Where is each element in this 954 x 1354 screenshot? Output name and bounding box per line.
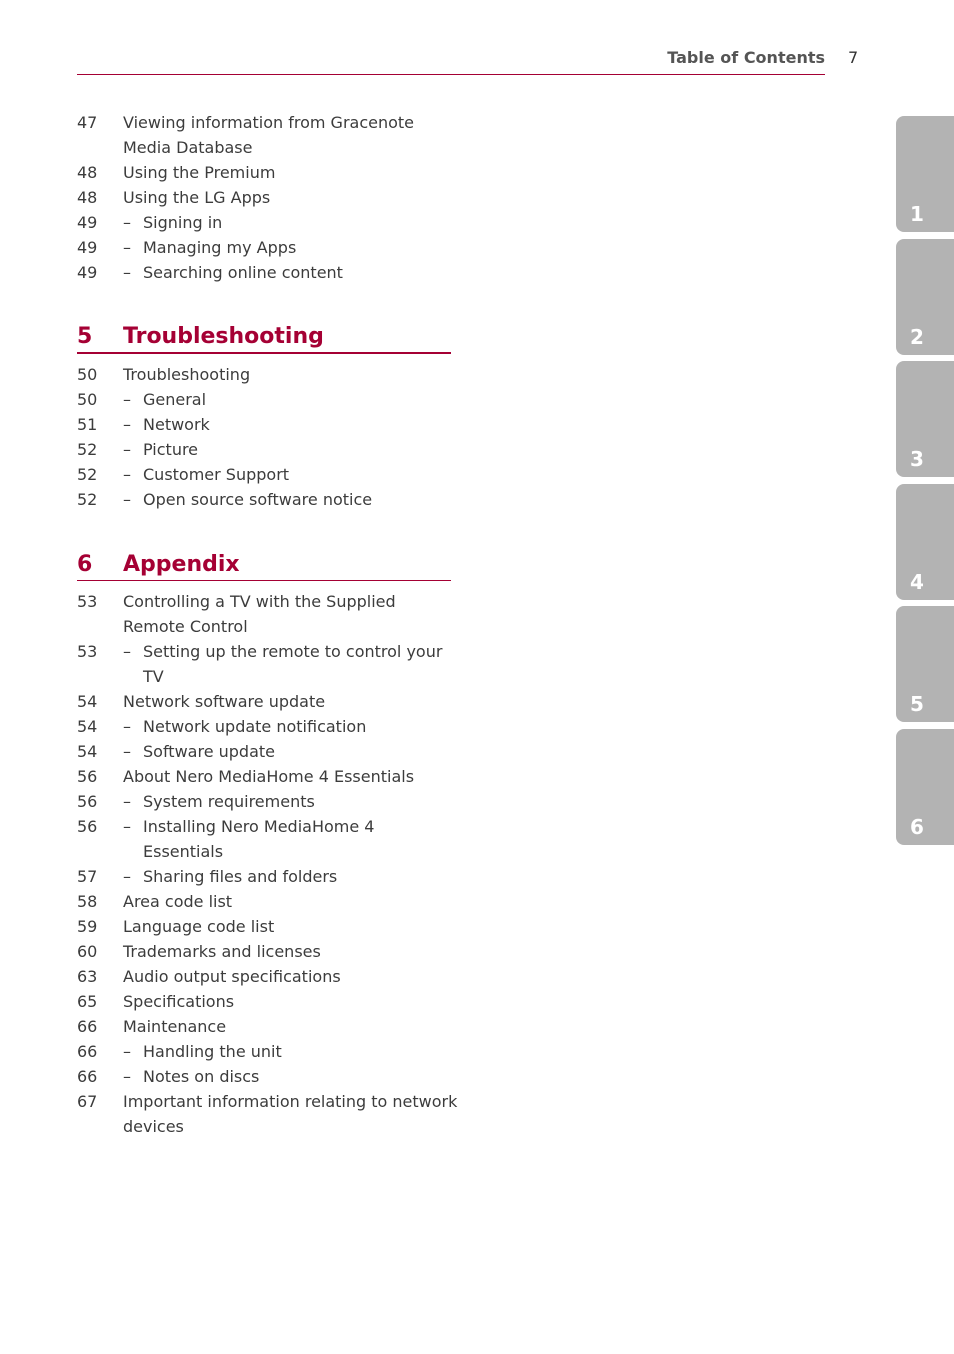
chapter-tab-label: 4 — [910, 570, 924, 594]
toc-entry-title: – General — [123, 387, 206, 412]
toc-entry-title: Maintenance — [123, 1017, 227, 1036]
chapter-tab-2[interactable] — [896, 239, 954, 355]
toc-page-number: 57 — [77, 867, 98, 886]
toc-entry[interactable] — [77, 210, 457, 235]
toc-entry[interactable] — [77, 764, 457, 789]
toc-entry-title: – Notes on discs — [123, 1064, 259, 1089]
chapter-tab-3[interactable] — [896, 361, 954, 477]
toc-entry[interactable] — [77, 614, 457, 639]
toc-entry-title: – Network update notification — [123, 714, 366, 739]
chapter-tab-label: 6 — [910, 815, 924, 839]
toc-page-number: 63 — [77, 967, 98, 986]
toc-entry[interactable] — [77, 989, 457, 1014]
toc-entry-title: Troubleshooting — [123, 365, 251, 384]
toc-page-number: 52 — [77, 440, 98, 459]
toc-entry[interactable] — [77, 814, 457, 839]
toc-page-number — [77, 839, 123, 864]
toc-entry[interactable] — [77, 589, 457, 614]
toc-entry-title: – Open source software notice — [123, 487, 372, 512]
toc-entry-title: Viewing information from Gracenote — [123, 113, 415, 132]
toc-page-number: 52 — [77, 465, 98, 484]
chapter-tab-label: 1 — [910, 202, 924, 226]
toc-entry[interactable] — [77, 235, 457, 260]
toc-entry[interactable] — [77, 839, 457, 864]
toc-entry[interactable] — [77, 939, 457, 964]
toc-page-number: 50 — [77, 365, 98, 384]
toc-entry[interactable] — [77, 185, 457, 210]
toc-entry[interactable] — [77, 864, 457, 889]
toc-list-troubleshooting — [77, 362, 457, 512]
toc-page-number: 59 — [77, 917, 98, 936]
toc-entry-title: – Software update — [123, 739, 275, 764]
chapter-tab-4[interactable] — [896, 484, 954, 600]
chapter-tab-label: 5 — [910, 692, 924, 716]
section-number: 5 — [77, 324, 93, 349]
chapter-tab-label: 3 — [910, 447, 924, 471]
toc-entry-title: Trademarks and licenses — [123, 942, 321, 961]
toc-list-intro — [77, 110, 457, 285]
toc-page-number: 65 — [77, 992, 98, 1011]
toc-entry[interactable] — [77, 1064, 457, 1089]
toc-entry-title: – Signing in — [123, 210, 222, 235]
header-title: Table of Contents — [667, 48, 825, 67]
toc-entry[interactable] — [77, 789, 457, 814]
toc-page-number: 56 — [77, 817, 98, 836]
toc-entry[interactable] — [77, 1039, 457, 1064]
toc-page-number: 58 — [77, 892, 98, 911]
toc-page-number: 60 — [77, 942, 98, 961]
toc-page-number: 47 — [77, 113, 98, 132]
toc-page-number: 56 — [77, 767, 98, 786]
section-title: Troubleshooting — [123, 324, 324, 349]
toc-entry-title: Media Database — [123, 138, 253, 157]
toc-entry[interactable] — [77, 362, 457, 387]
toc-entry[interactable] — [77, 664, 457, 689]
toc-page-number: 54 — [77, 742, 98, 761]
toc-entry-title: – Handling the unit — [123, 1039, 282, 1064]
toc-entry-title: Important information relating to network — [123, 1092, 458, 1111]
toc-page-number — [77, 614, 123, 639]
toc-entry[interactable] — [77, 1014, 457, 1039]
toc-entry-title: About Nero MediaHome 4 Essentials — [123, 767, 415, 786]
section-heading-appendix — [77, 550, 451, 581]
toc-entry-title: Audio output specifications — [123, 967, 341, 986]
toc-entry[interactable] — [77, 487, 457, 512]
chapter-tab-label: 2 — [910, 325, 924, 349]
toc-entry[interactable] — [77, 260, 457, 285]
page-number: 7 — [848, 48, 859, 67]
toc-entry-title: TV — [143, 667, 164, 686]
toc-page-number — [77, 135, 123, 160]
toc-entry-title: Network software update — [123, 692, 326, 711]
toc-entry[interactable] — [77, 889, 457, 914]
toc-entry[interactable] — [77, 739, 457, 764]
toc-entry[interactable] — [77, 387, 457, 412]
chapter-tab-5[interactable] — [896, 606, 954, 722]
section-number: 6 — [77, 552, 93, 577]
toc-entry-title: Area code list — [123, 892, 233, 911]
toc-page-number: 53 — [77, 592, 98, 611]
toc-entry[interactable] — [77, 639, 457, 664]
toc-page-number: 66 — [77, 1042, 98, 1061]
toc-page-number: 49 — [77, 213, 98, 232]
toc-page-number: 53 — [77, 642, 98, 661]
toc-entry[interactable] — [77, 110, 457, 135]
toc-entry-title: – Managing my Apps — [123, 235, 296, 260]
toc-page-number: 52 — [77, 490, 98, 509]
toc-entry-title: devices — [123, 1117, 184, 1136]
toc-page-number: 66 — [77, 1017, 98, 1036]
toc-entry[interactable] — [77, 135, 457, 160]
toc-entry-title: – Installing Nero MediaHome 4 — [123, 814, 374, 839]
toc-entry[interactable] — [77, 1089, 457, 1114]
toc-entry-title: – Customer Support — [123, 462, 289, 487]
toc-page-number: 54 — [77, 692, 98, 711]
toc-entry[interactable] — [77, 714, 457, 739]
toc-page-number: 48 — [77, 188, 98, 207]
section-title: Appendix — [123, 552, 240, 577]
toc-entry-title: Using the LG Apps — [123, 188, 271, 207]
toc-entry[interactable] — [77, 160, 457, 185]
toc-entry-title: Language code list — [123, 917, 275, 936]
toc-entry-title: – Network — [123, 412, 210, 437]
toc-entry[interactable] — [77, 964, 457, 989]
header-rule — [77, 74, 825, 75]
toc-page-number: 56 — [77, 792, 98, 811]
toc-page-number: 51 — [77, 415, 98, 434]
toc-entry-title: – Searching online content — [123, 260, 343, 285]
chapter-tab-1[interactable] — [896, 116, 954, 232]
toc-entry-title: Specifications — [123, 992, 235, 1011]
toc-page-number: 49 — [77, 263, 98, 282]
toc-entry[interactable] — [77, 412, 457, 437]
chapter-tab-6[interactable] — [896, 729, 954, 845]
toc-entry-title: – Setting up the remote to control your — [123, 639, 442, 664]
toc-entry-title: Essentials — [143, 842, 224, 861]
toc-page-number: 48 — [77, 163, 98, 182]
toc-entry-title: Using the Premium — [123, 163, 276, 182]
toc-entry[interactable] — [77, 437, 457, 462]
toc-entry[interactable] — [77, 462, 457, 487]
toc-page-number: 50 — [77, 390, 98, 409]
toc-entry[interactable] — [77, 689, 457, 714]
toc-entry-title: – System requirements — [123, 789, 315, 814]
toc-page-number — [77, 1114, 123, 1139]
toc-page-number: 49 — [77, 238, 98, 257]
toc-page-number: 54 — [77, 717, 98, 736]
section-heading-troubleshooting — [77, 322, 451, 354]
toc-page-number: 67 — [77, 1092, 98, 1111]
toc-list-appendix — [77, 589, 457, 1139]
toc-entry-title: Remote Control — [123, 617, 248, 636]
toc-entry-title: – Picture — [123, 437, 198, 462]
toc-entry-title: Controlling a TV with the Supplied — [123, 592, 396, 611]
toc-page-number — [77, 664, 123, 689]
toc-entry[interactable] — [77, 914, 457, 939]
toc-entry-title: – Sharing files and folders — [123, 864, 337, 889]
toc-entry[interactable] — [77, 1114, 457, 1139]
toc-page-number: 66 — [77, 1067, 98, 1086]
